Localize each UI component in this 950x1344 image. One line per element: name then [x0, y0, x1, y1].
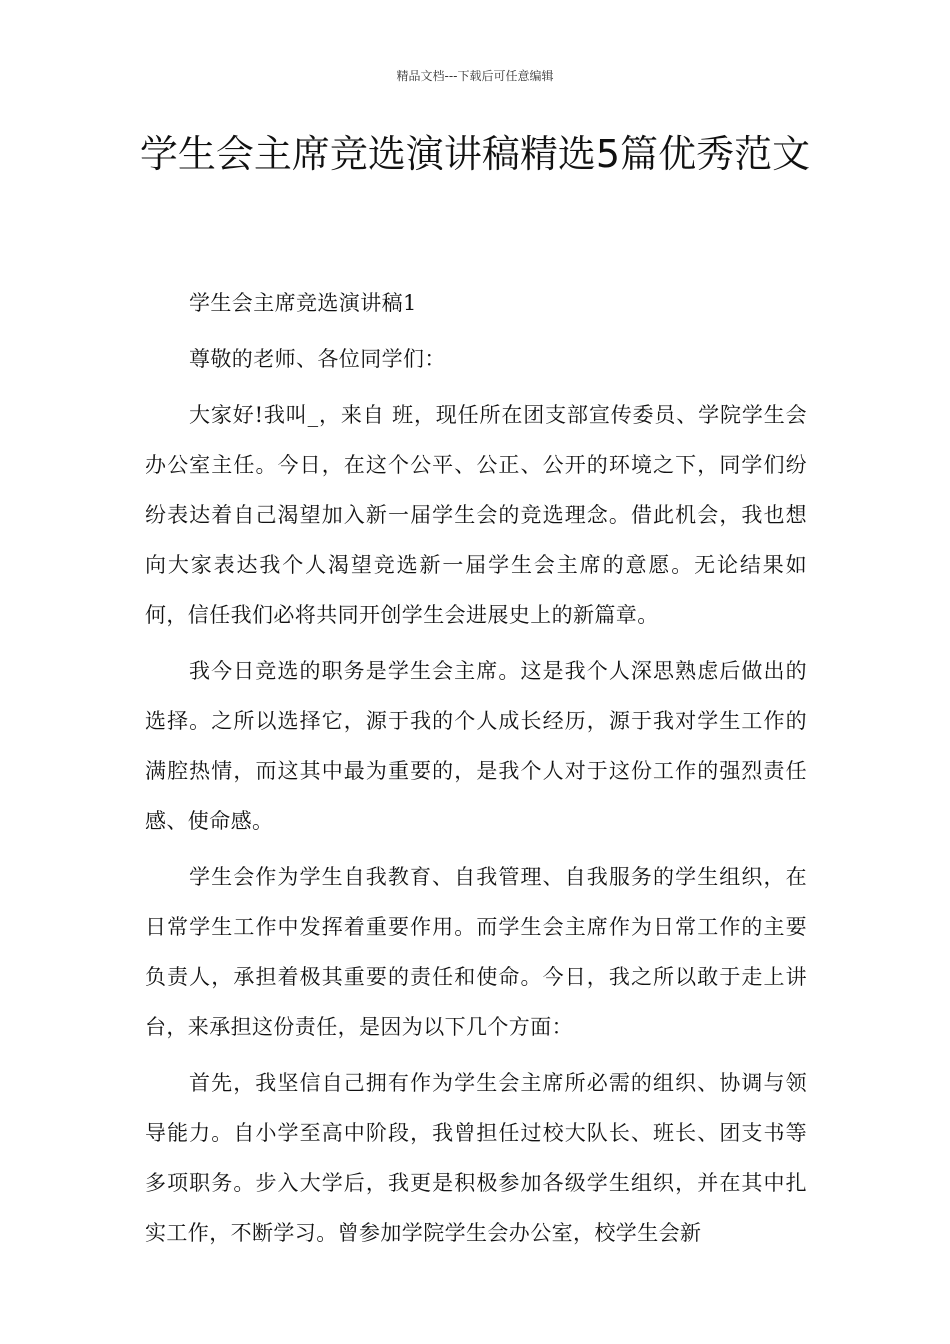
paragraph: 大家好!我叫_，来自 班，现任所在团支部宣传委员、学院学生会办公室主任。今日，在这个公平、公正、公开的环境之下，同学们纷纷表达着自己渴望加入新一届学生会的竞选理念。借此机会，我也想向大家表达我个人渴望竞选新一届学生会主席的意愿。无论结果如何，信任我们必将共同开创学生会进展史上的新篇章。 [145, 403, 807, 627]
salutation: 尊敬的老师、各位同学们： [189, 347, 446, 371]
paragraph: 我今日竞选的职务是学生会主席。这是我个人深思熟虑后做出的选择。之所以选择它，源于我的个人成长经历，源于我对学生工作的满腔热情，而这其中最为重要的，是我个人对于这份工作的强烈责任感、使命感。 [145, 659, 807, 833]
header-note: 精品文档---下载后可任意编辑 [396, 69, 554, 83]
paragraph: 首先，我坚信自己拥有作为学生会主席所必需的组织、协调与领导能力。自小学至高中阶段，我曾担任过校大队长、班长、团支书等多项职务。步入大学后，我更是积极参加各级学生组织，并在其中扎实工作，不断学习。曾参加学院学生会办公室，校学生会新 [145, 1071, 807, 1245]
document-title: 学生会主席竞选演讲稿精选5篇优秀范文 [139, 132, 811, 176]
document-body [145, 278, 807, 1264]
paragraph: 学生会作为学生自我教育、自我管理、自我服务的学生组织，在日常学生工作中发挥着重要作用。而学生会主席作为日常工作的主要负责人，承担着极其重要的责任和使命。今日，我之所以敢于走上讲台，来承担这份责任，是因为以下几个方面： [145, 865, 807, 1039]
section-heading: 学生会主席竞选演讲稿1 [189, 291, 417, 315]
